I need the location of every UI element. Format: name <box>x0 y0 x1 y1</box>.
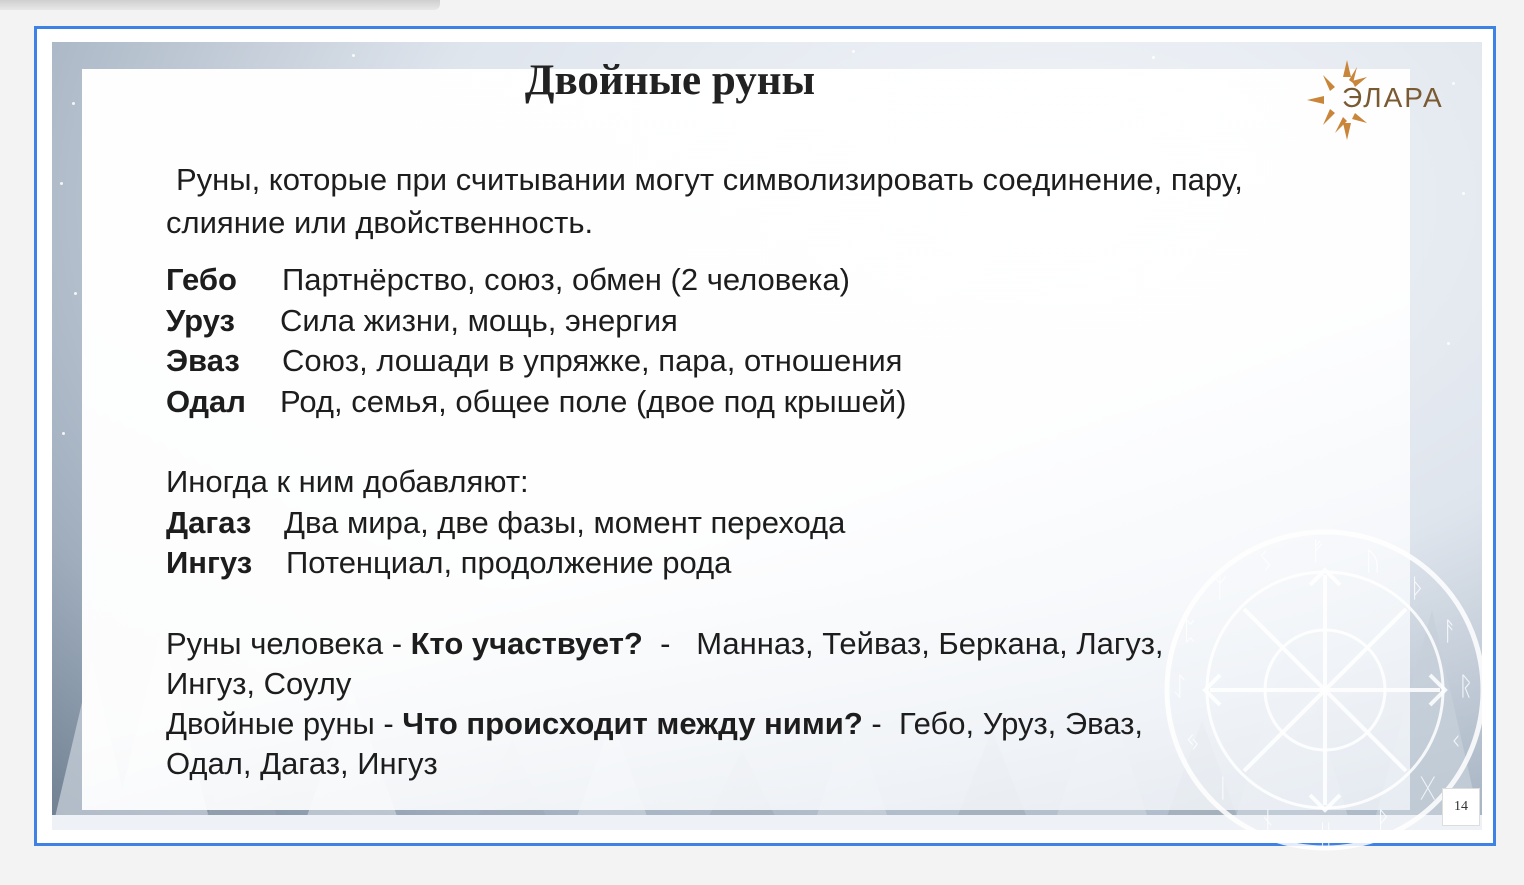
svg-text:ᚹ: ᚹ <box>1375 807 1391 837</box>
rune-meaning: Сила жизни, мощь, энергия <box>280 303 678 338</box>
rune-name: Эваз <box>166 343 240 378</box>
rune-name: Ингуз <box>166 545 253 580</box>
svg-text:ᚲ: ᚲ <box>1448 727 1464 757</box>
rune-name: Уруз <box>166 303 235 338</box>
rune-name: Одал <box>166 384 246 419</box>
rune-row <box>166 343 902 379</box>
svg-text:ᚺ: ᚺ <box>1318 820 1334 850</box>
logo-text: ЭЛАРА <box>1342 82 1444 113</box>
svg-text:ᛈ: ᛈ <box>1182 617 1198 647</box>
rune-meaning: Два мира, две фазы, момент перехода <box>284 505 846 540</box>
rune-meaning: Союз, лошади в упряжке, пара, отношения <box>282 343 903 378</box>
svg-text:ᚾ: ᚾ <box>1260 807 1276 837</box>
summary-line <box>166 706 1143 742</box>
vegvisir-rune-circle-icon <box>1160 525 1490 855</box>
rune-meaning: Потенциал, продолжение рода <box>286 545 732 580</box>
summary-continuation: Ингуз, Соулу <box>166 666 352 701</box>
summary-line <box>166 626 1164 662</box>
rune-meaning: Партнёрство, союз, обмен (2 человека) <box>282 262 850 297</box>
summary-runes: Манназ, Тейваз, Беркана, Лагуз, <box>696 626 1164 661</box>
rune-name: Гебо <box>166 262 237 297</box>
svg-text:ᚦ: ᚦ <box>1410 574 1426 604</box>
summary-runes: Гебо, Уруз, Эваз, <box>898 706 1144 741</box>
svg-text:ᚱ: ᚱ <box>1458 672 1474 702</box>
svg-text:ᛁ: ᛁ <box>1215 774 1231 804</box>
svg-text:ᛊ: ᛊ <box>1258 547 1274 577</box>
summary-question: Что происходит между ними? <box>402 706 863 741</box>
extra-heading: Иногда к ним добавляют: <box>166 464 529 499</box>
summary-prefix: Двойные руны - <box>166 706 403 741</box>
rune-row <box>166 384 906 420</box>
intro-paragraph: Руны, которые при считывании могут символизировать соединение, пару, слияние или двойственность. <box>166 162 1243 240</box>
rune-row <box>166 505 845 541</box>
svg-text:ᚢ: ᚢ <box>1365 547 1381 577</box>
svg-text:ᛉ: ᛉ <box>1212 574 1228 604</box>
svg-text:ᚨ: ᚨ <box>1442 617 1458 647</box>
window-top-strip <box>0 0 440 10</box>
summary-separator: - <box>862 706 899 741</box>
page-number: 14 <box>1442 788 1480 826</box>
summary-continuation: Одал, Дагаз, Ингуз <box>166 746 438 781</box>
summary-separator: - <box>642 626 697 661</box>
rune-meaning: Род, семья, общее поле (двое под крышей) <box>280 384 907 419</box>
rune-row <box>166 303 678 339</box>
svg-text:ᚷ: ᚷ <box>1420 774 1436 804</box>
summary-question: Кто участвует? <box>410 626 643 661</box>
svg-text:ᚠ: ᚠ <box>1310 537 1326 567</box>
svg-text:ᛇ: ᛇ <box>1172 672 1188 702</box>
slide-title: Двойные руны <box>524 57 816 104</box>
rune-name: Дагаз <box>166 505 252 540</box>
rune-row <box>166 545 731 581</box>
svg-text:ᛃ: ᛃ <box>1185 727 1201 757</box>
rune-row <box>166 262 850 298</box>
summary-prefix: Руны человека - <box>166 626 411 661</box>
